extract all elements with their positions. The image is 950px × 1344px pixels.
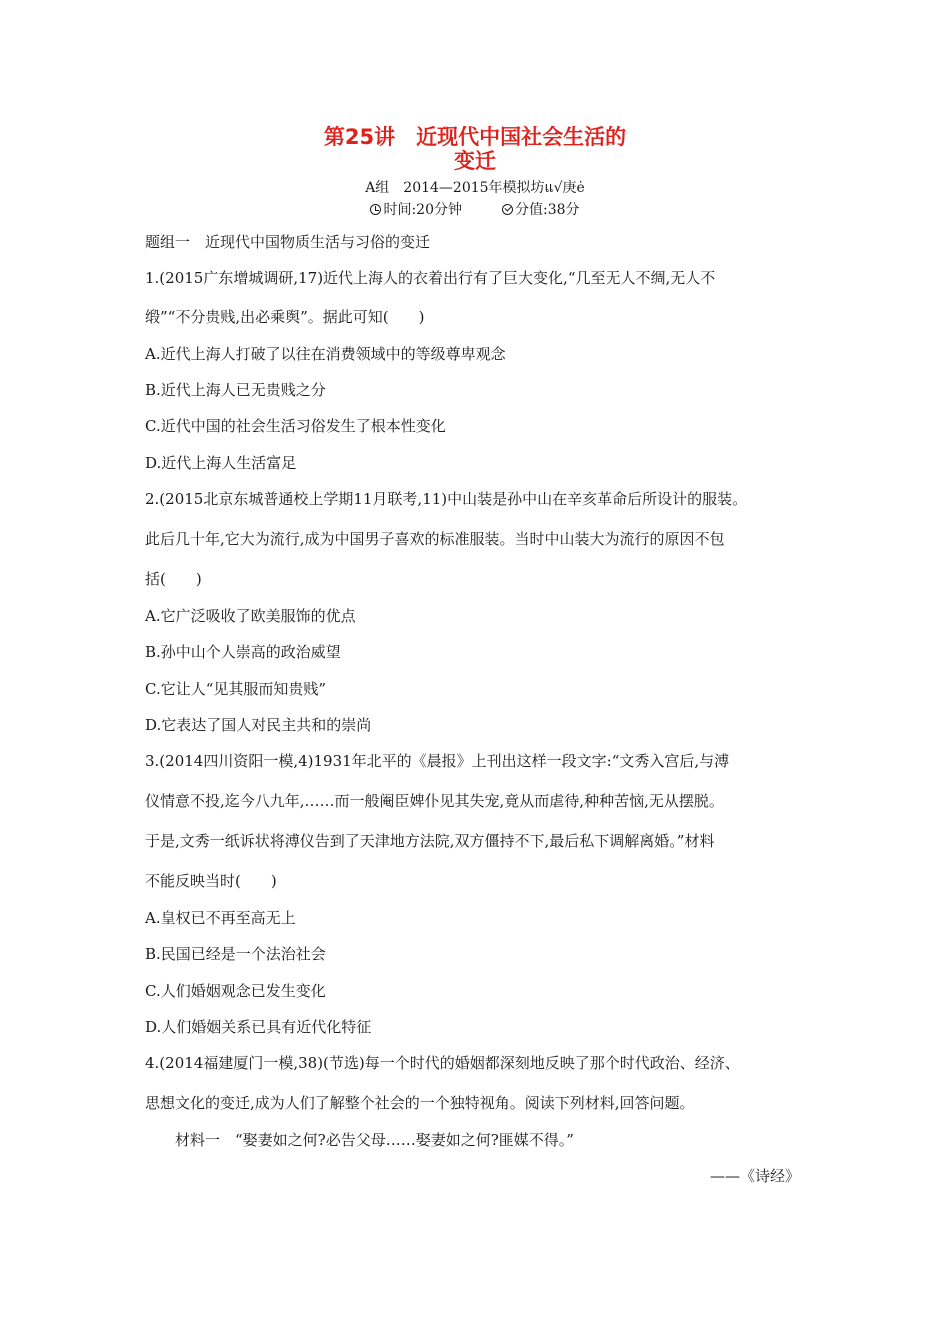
score-value: 分值:38分 — [515, 202, 580, 218]
question-3-stem-cont2: 于是,文秀一纸诉状将溥仪告到了天津地方法院,双方僵持不下,最后私下调解离婚。”材料 — [145, 832, 715, 850]
question-3-option-d: D.人们婚姻关系已具有近代化特征 — [145, 1018, 372, 1036]
question-1-option-a: A.近代上海人打破了以往在消费领域中的等级尊卑观念 — [145, 345, 506, 363]
question-2-option-a: A.它广泛吸收了欧美服饰的优点 — [145, 607, 356, 625]
question-1-option-d: D.近代上海人生活富足 — [145, 454, 297, 472]
question-1-stem-cont: 缎”“不分贵贱,出必乘舆”。据此可知( ) — [145, 308, 425, 326]
question-3-stem-cont: 仪情意不投,迄今八九年,……而一般阉臣婢仆见其失宠,竟从而虐待,种种苦恼,无从摆脱。 — [145, 792, 724, 810]
group-label: A组 2014—2015年模拟坊แ√庚ė — [365, 180, 585, 196]
question-2-stem: 2.(2015北京东城普通校上学期11月联考,11)中山装是孙中山在辛亥革命后所设计的服装。 — [145, 490, 748, 508]
question-3-option-c: C.人们婚姻观念已发生变化 — [145, 982, 326, 1000]
question-2-option-d: D.它表达了国人对民主共和的崇尚 — [145, 716, 372, 734]
question-3-option-a: A.皇权已不再至高无上 — [145, 909, 296, 927]
check-circle-icon — [502, 204, 513, 215]
question-1-option-c: C.近代中国的社会生活习俗发生了根本性变化 — [145, 417, 446, 435]
question-2-stem-cont: 此后几十年,它大为流行,成为中国男子喜欢的标准服装。当时中山装大为流行的原因不包 — [145, 530, 725, 548]
material-source: ——《诗经》 — [709, 1167, 800, 1185]
page-title: 第25讲 近现代中国社会生活的 — [323, 125, 627, 149]
question-1-stem: 1.(2015广东增城调研,17)近代上海人的衣着出行有了巨大变化,“几至无人不绸,无人不 — [145, 269, 716, 287]
question-2-option-b: B.孙中山个人崇高的政治威望 — [145, 643, 341, 661]
question-3-stem-end: 不能反映当时( ) — [145, 872, 277, 890]
clock-icon — [370, 204, 381, 215]
question-1-option-b: B.近代上海人已无贵贱之分 — [145, 381, 326, 399]
question-2-option-c: C.它让人“见其服而知贵贱” — [145, 680, 327, 698]
material-quote: 材料一 “娶妻如之何?必告父母……娶妻如之何?匪媒不得。” — [175, 1131, 574, 1149]
exam-meta — [0, 200, 950, 220]
question-4-stem: 4.(2014福建厦门一模,38)(节选)每一个时代的婚姻都深刻地反映了那个时代政治、经济、 — [145, 1054, 740, 1072]
question-3-option-b: B.民国已经是一个法治社会 — [145, 945, 326, 963]
section-heading: 题组一 近现代中国物质生活与习俗的变迁 — [145, 233, 431, 251]
question-3-stem: 3.(2014四川资阳一模,4)1931年北平的《晨报》上刊出这样一段文字:“文秀入宫后,与溥 — [145, 752, 730, 770]
time-limit: 时间:20分钟 — [383, 202, 462, 218]
question-4-stem-cont: 思想文化的变迁,成为人们了解整个社会的一个独特视角。阅读下列材料,回答问题。 — [145, 1094, 695, 1112]
question-2-stem-end: 括( ) — [145, 570, 202, 588]
page-title-continued: 变迁 — [454, 149, 496, 173]
